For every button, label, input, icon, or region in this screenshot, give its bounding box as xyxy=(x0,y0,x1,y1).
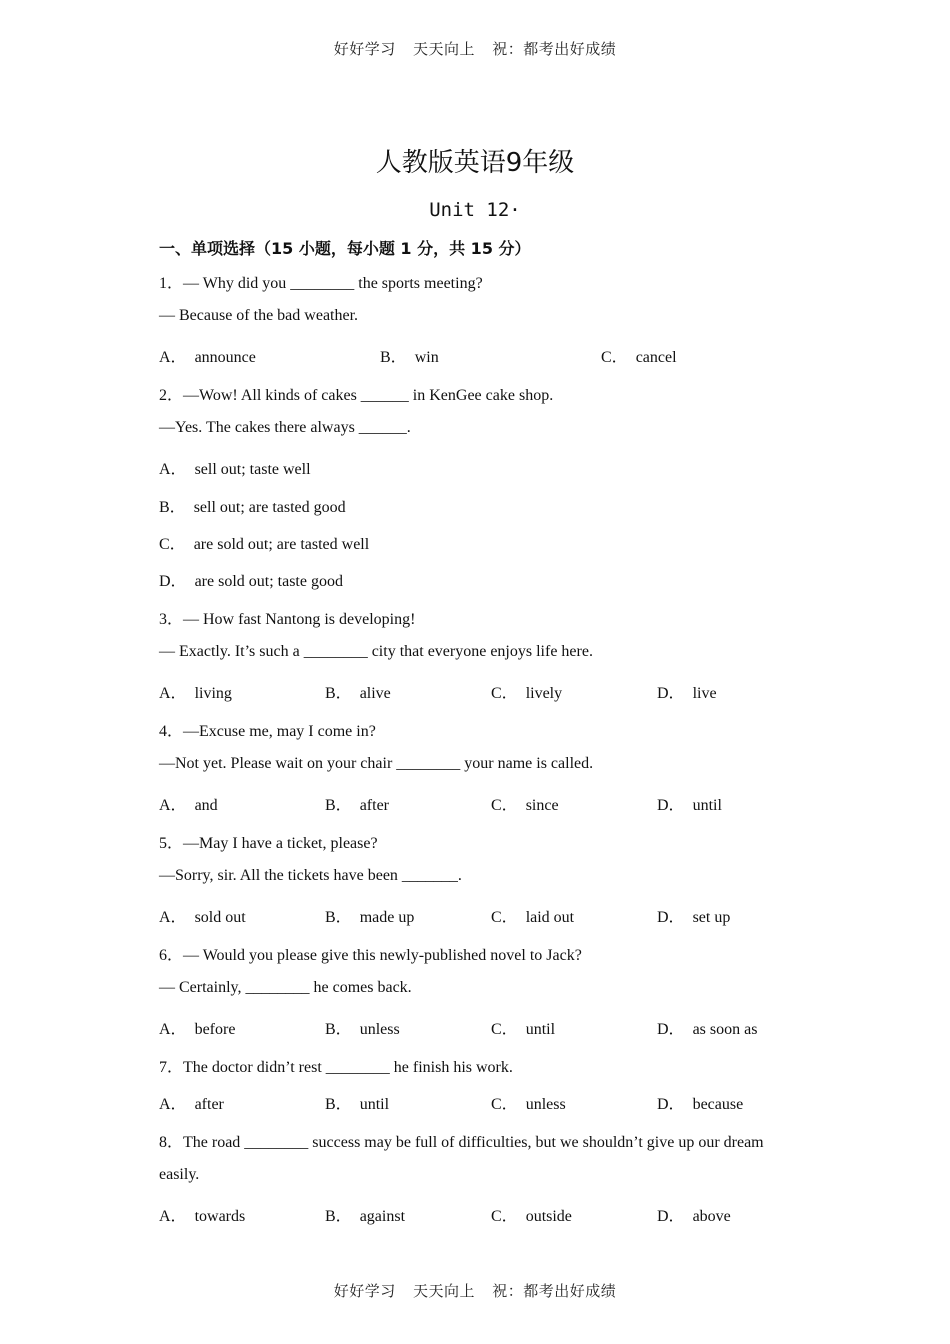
option-text: cancel xyxy=(635,349,677,366)
question-3-option-a[interactable] xyxy=(159,680,232,703)
option-text: alive xyxy=(359,685,391,702)
option-letter: D． xyxy=(657,797,685,814)
option-letter: D． xyxy=(657,1096,685,1113)
question-3-option-d[interactable] xyxy=(657,680,717,703)
question-7-option-a[interactable] xyxy=(159,1091,224,1114)
footer-text-1: 好好学习 xyxy=(333,1282,396,1300)
question-5-option-a[interactable] xyxy=(159,904,246,927)
page-header xyxy=(0,38,950,59)
option-letter: B． xyxy=(325,797,352,814)
option-letter: A． xyxy=(159,1208,187,1225)
option-text: are sold out; are tasted well xyxy=(193,536,370,553)
question-3-option-b[interactable] xyxy=(325,680,391,703)
question-2-option-d[interactable] xyxy=(159,568,343,591)
option-letter: A． xyxy=(159,461,187,478)
option-text: because xyxy=(692,1096,744,1113)
option-text: before xyxy=(194,1021,236,1038)
question-4-option-c[interactable] xyxy=(491,792,559,815)
question-1-stem: 1．— Why did you ________ the sports meeting? xyxy=(159,275,483,292)
question-4-option-b[interactable] xyxy=(325,792,389,815)
option-letter: C． xyxy=(491,1021,518,1038)
question-8-option-d[interactable] xyxy=(657,1203,731,1226)
option-text: since xyxy=(525,797,559,814)
option-letter: B． xyxy=(380,349,407,366)
question-5-option-c[interactable] xyxy=(491,904,574,927)
footer-text-3: 祝：都考出好成绩 xyxy=(492,1282,617,1300)
question-3-option-c[interactable] xyxy=(491,680,562,703)
question-5-option-d[interactable] xyxy=(657,904,730,927)
question-6-options xyxy=(159,1016,799,1038)
question-6-stem: 6．— Would you please give this newly-published novel to Jack? xyxy=(159,947,582,964)
option-letter: C． xyxy=(491,1208,518,1225)
option-letter: A． xyxy=(159,349,187,366)
option-letter: A． xyxy=(159,685,187,702)
option-text: after xyxy=(359,797,389,814)
header-text-2: 天天向上 xyxy=(412,40,475,58)
option-letter: A． xyxy=(159,1096,187,1113)
page-footer xyxy=(0,1280,950,1301)
option-letter: B． xyxy=(325,1208,352,1225)
option-letter: A． xyxy=(159,909,187,926)
question-7-option-d[interactable] xyxy=(657,1091,743,1114)
question-1-option-b[interactable] xyxy=(380,344,439,367)
option-letter: B． xyxy=(325,1096,352,1113)
option-letter: B． xyxy=(159,499,186,516)
question-4-options xyxy=(159,792,799,814)
option-letter: D． xyxy=(657,685,685,702)
option-text: lively xyxy=(525,685,563,702)
question-1-answer-line: — Because of the bad weather. xyxy=(159,307,359,324)
option-text: until xyxy=(359,1096,390,1113)
header-text-1: 好好学习 xyxy=(333,40,396,58)
question-5-options xyxy=(159,904,799,926)
option-text: made up xyxy=(359,909,415,926)
option-text: sell out; taste well xyxy=(194,461,311,478)
question-1-options xyxy=(159,344,799,366)
question-4-option-a[interactable] xyxy=(159,792,218,815)
question-6-option-b[interactable] xyxy=(325,1016,400,1039)
question-1-option-a[interactable] xyxy=(159,344,256,367)
option-letter: D． xyxy=(657,909,685,926)
option-text: living xyxy=(194,685,232,702)
option-text: as soon as xyxy=(692,1021,758,1038)
option-letter: C． xyxy=(491,1096,518,1113)
question-4-answer-line: —Not yet. Please wait on your chair ________ your name is called. xyxy=(159,755,594,772)
question-3-answer-line: — Exactly. It’s such a ________ city that everyone enjoys life here. xyxy=(159,643,593,660)
option-text: unless xyxy=(359,1021,400,1038)
option-letter: C． xyxy=(491,797,518,814)
option-text: sell out; are tasted good xyxy=(193,499,346,516)
question-4-option-d[interactable] xyxy=(657,792,722,815)
question-7-option-b[interactable] xyxy=(325,1091,389,1114)
option-letter: A． xyxy=(159,797,187,814)
option-text: and xyxy=(194,797,218,814)
option-letter: C． xyxy=(159,536,186,553)
section-heading: 一、单项选择（15 小题，每小题 1 分，共 15 分） xyxy=(159,239,531,258)
question-7-options xyxy=(159,1091,799,1113)
option-letter: C． xyxy=(491,909,518,926)
option-letter: C． xyxy=(491,685,518,702)
option-letter: B． xyxy=(325,1021,352,1038)
question-3-options xyxy=(159,680,799,702)
question-5-stem: 5．—May I have a ticket, please? xyxy=(159,835,378,852)
question-6-option-d[interactable] xyxy=(657,1016,757,1039)
question-2-option-c[interactable] xyxy=(159,531,369,554)
option-text: laid out xyxy=(525,909,575,926)
option-text: live xyxy=(692,685,717,702)
question-4-stem: 4．—Excuse me, may I come in? xyxy=(159,723,376,740)
question-5-option-b[interactable] xyxy=(325,904,414,927)
option-text: win xyxy=(414,349,439,366)
question-8-option-c[interactable] xyxy=(491,1203,572,1226)
option-text: announce xyxy=(194,349,256,366)
option-text: outside xyxy=(525,1208,572,1225)
question-5-answer-line: —Sorry, sir. All the tickets have been _______. xyxy=(159,867,462,884)
option-letter: B． xyxy=(325,909,352,926)
unit-subtitle: Unit 12· xyxy=(429,199,521,221)
question-1-option-c[interactable] xyxy=(601,344,677,367)
option-text: above xyxy=(692,1208,731,1225)
option-text: sold out xyxy=(194,909,246,926)
question-6-answer-line: — Certainly, ________ he comes back. xyxy=(159,979,412,996)
option-text: until xyxy=(525,1021,556,1038)
question-7-stem: 7．The doctor didn’t rest ________ he finish his work. xyxy=(159,1059,513,1076)
question-2-option-b[interactable] xyxy=(159,494,346,517)
question-3-stem: 3．— How fast Nantong is developing! xyxy=(159,611,416,628)
option-letter: D． xyxy=(657,1021,685,1038)
question-2-option-a[interactable] xyxy=(159,456,311,479)
question-2-answer-line: —Yes. The cakes there always ______. xyxy=(159,419,411,436)
header-text-3: 祝：都考出好成绩 xyxy=(492,40,617,58)
question-8-options xyxy=(159,1203,799,1225)
option-text: until xyxy=(692,797,722,814)
question-8-option-a[interactable] xyxy=(159,1203,245,1226)
option-letter: B． xyxy=(325,685,352,702)
option-letter: D． xyxy=(657,1208,685,1225)
question-6-option-c[interactable] xyxy=(491,1016,555,1039)
option-letter: D． xyxy=(159,573,187,590)
option-text: after xyxy=(194,1096,224,1113)
question-8-stem: 8．The road ________ success may be full of difficulties, but we shouldn’t give up our dream xyxy=(159,1134,764,1151)
question-6-option-a[interactable] xyxy=(159,1016,235,1039)
question-2-stem: 2．—Wow! All kinds of cakes ______ in KenGee cake shop. xyxy=(159,387,554,404)
option-letter: C． xyxy=(601,349,628,366)
option-letter: A． xyxy=(159,1021,187,1038)
option-text: unless xyxy=(525,1096,566,1113)
option-text: against xyxy=(359,1208,406,1225)
option-text: set up xyxy=(692,909,731,926)
option-text: are sold out; taste good xyxy=(194,573,343,590)
question-8-stem-continued: easily. xyxy=(159,1166,200,1183)
option-text: towards xyxy=(194,1208,246,1225)
footer-text-2: 天天向上 xyxy=(412,1282,475,1300)
question-7-option-c[interactable] xyxy=(491,1091,566,1114)
question-8-option-b[interactable] xyxy=(325,1203,405,1226)
page-title: 人教版英语9年级 xyxy=(375,148,575,178)
